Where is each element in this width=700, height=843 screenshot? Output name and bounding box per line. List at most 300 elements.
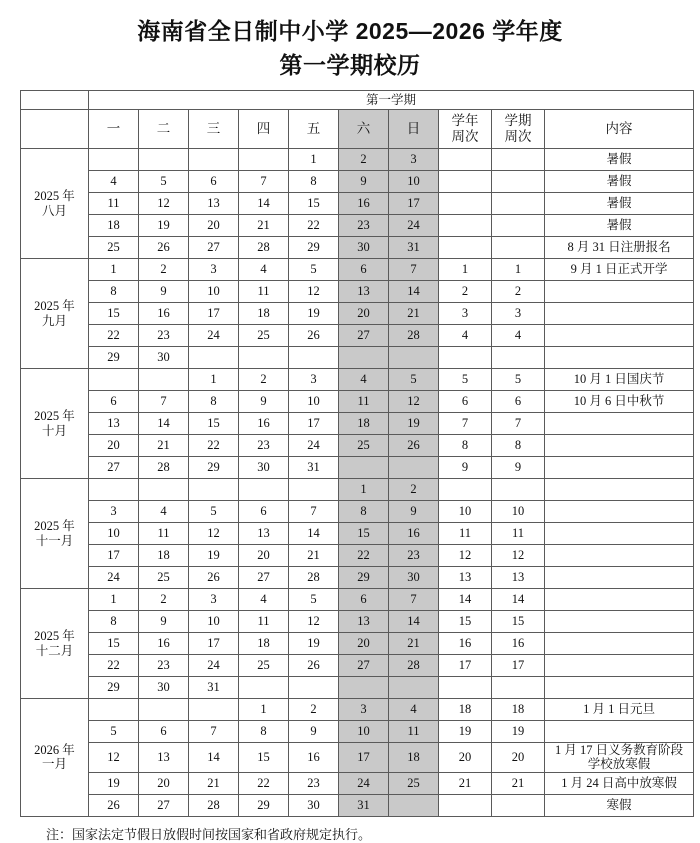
- content-cell: [545, 435, 694, 457]
- content-cell: [545, 193, 694, 215]
- week-of-year-cell: [439, 677, 492, 699]
- day-cell: 23: [139, 325, 189, 347]
- week-of-year-cell: [439, 215, 492, 237]
- day-cell: 21: [139, 435, 189, 457]
- day-cell: [389, 347, 439, 369]
- month-label-year: 2025 年: [34, 189, 75, 204]
- calendar-week-row: [21, 501, 694, 523]
- content-line: 1 月 1 日元旦: [583, 702, 655, 717]
- week-of-term-cell: 20: [492, 743, 545, 773]
- month-label-month: 九月: [41, 313, 67, 328]
- dow-header-thu: 四: [239, 110, 289, 149]
- month-column-header: [21, 110, 89, 149]
- week-of-term-cell: [492, 479, 545, 501]
- content-cell: [545, 567, 694, 589]
- calendar-week-row: [21, 281, 694, 303]
- week-of-year-cell: 3: [439, 303, 492, 325]
- day-cell: 31: [289, 457, 339, 479]
- day-of-week-header-row: [21, 110, 694, 149]
- calendar-week-row: [21, 794, 694, 816]
- content-line: 8 月 31 日注册报名: [567, 240, 671, 255]
- calendar-week-row: [21, 193, 694, 215]
- week-of-term-cell: 13: [492, 567, 545, 589]
- content-cell: [545, 655, 694, 677]
- day-cell: 1: [89, 259, 139, 281]
- day-cell: 18: [239, 633, 289, 655]
- day-cell: [389, 457, 439, 479]
- day-cell: 16: [139, 633, 189, 655]
- day-cell: 20: [89, 435, 139, 457]
- day-cell: [189, 347, 239, 369]
- month-label-month: 十二月: [35, 643, 74, 658]
- calendar-week-row: [21, 611, 694, 633]
- week-of-term-cell: [492, 347, 545, 369]
- content-cell: [545, 523, 694, 545]
- day-cell: 3: [389, 149, 439, 171]
- content-cell: [545, 303, 694, 325]
- day-cell: 27: [89, 457, 139, 479]
- content-cell: [545, 369, 694, 391]
- day-cell: 9: [239, 391, 289, 413]
- week-of-term-cell: 5: [492, 369, 545, 391]
- day-cell: 18: [339, 413, 389, 435]
- day-cell: 4: [139, 501, 189, 523]
- day-cell: 22: [239, 772, 289, 794]
- week-of-term-cell: 9: [492, 457, 545, 479]
- day-cell: 11: [339, 391, 389, 413]
- day-cell: 13: [339, 611, 389, 633]
- day-cell: 8: [339, 501, 389, 523]
- day-cell: 26: [389, 435, 439, 457]
- content-line: 暑假: [606, 174, 632, 189]
- day-cell: [289, 479, 339, 501]
- day-cell: 18: [89, 215, 139, 237]
- day-cell: 28: [139, 457, 189, 479]
- day-cell: 15: [289, 193, 339, 215]
- week-of-term-cell: 16: [492, 633, 545, 655]
- week-of-year-cell: 6: [439, 391, 492, 413]
- dow-header-sun: 日: [389, 110, 439, 149]
- week-of-term-cell: [492, 149, 545, 171]
- day-cell: [389, 677, 439, 699]
- table-header: [21, 91, 694, 149]
- day-cell: 6: [89, 391, 139, 413]
- day-cell: 8: [189, 391, 239, 413]
- day-cell: 17: [189, 633, 239, 655]
- day-cell: 20: [189, 215, 239, 237]
- day-cell: 24: [289, 435, 339, 457]
- day-cell: 28: [239, 237, 289, 259]
- day-cell: 24: [189, 655, 239, 677]
- content-cell: [545, 171, 694, 193]
- content-cell: [545, 794, 694, 816]
- week-of-year-header-line2: 周次: [451, 129, 479, 144]
- day-cell: 30: [239, 457, 289, 479]
- content-line: 暑假: [606, 152, 632, 167]
- calendar-week-row: [21, 479, 694, 501]
- day-cell: 20: [139, 772, 189, 794]
- week-of-term-cell: [492, 193, 545, 215]
- day-cell: 14: [239, 193, 289, 215]
- dow-header-wed: 三: [189, 110, 239, 149]
- day-cell: 14: [289, 523, 339, 545]
- week-of-year-cell: 21: [439, 772, 492, 794]
- day-cell: 17: [289, 413, 339, 435]
- day-cell: 29: [339, 567, 389, 589]
- day-cell: 4: [89, 171, 139, 193]
- month-label-cell: [21, 259, 89, 369]
- day-cell: 24: [89, 567, 139, 589]
- calendar-week-row: [21, 772, 694, 794]
- day-cell: 31: [389, 237, 439, 259]
- day-cell: 28: [389, 655, 439, 677]
- day-cell: 26: [289, 325, 339, 347]
- week-of-term-cell: 7: [492, 413, 545, 435]
- day-cell: 19: [289, 633, 339, 655]
- week-of-year-cell: 15: [439, 611, 492, 633]
- day-cell: 23: [139, 655, 189, 677]
- day-cell: 6: [139, 721, 189, 743]
- day-cell: 10: [189, 281, 239, 303]
- day-cell: 4: [339, 369, 389, 391]
- dow-header-fri: 五: [289, 110, 339, 149]
- day-cell: 1: [339, 479, 389, 501]
- day-cell: 3: [89, 501, 139, 523]
- day-cell: 18: [139, 545, 189, 567]
- day-cell: 10: [339, 721, 389, 743]
- day-cell: [289, 677, 339, 699]
- calendar-week-row: [21, 149, 694, 171]
- day-cell: 13: [89, 413, 139, 435]
- week-of-year-cell: 1: [439, 259, 492, 281]
- day-cell: 26: [139, 237, 189, 259]
- calendar-week-row: [21, 457, 694, 479]
- month-label-cell: [21, 479, 89, 589]
- day-cell: 8: [89, 611, 139, 633]
- day-cell: 13: [189, 193, 239, 215]
- day-cell: 5: [289, 589, 339, 611]
- dow-header-mon: 一: [89, 110, 139, 149]
- week-of-term-cell: [492, 794, 545, 816]
- calendar-week-row: [21, 413, 694, 435]
- day-cell: 3: [189, 589, 239, 611]
- day-cell: 21: [389, 303, 439, 325]
- calendar-week-row: [21, 369, 694, 391]
- week-of-year-cell: 2: [439, 281, 492, 303]
- day-cell: 29: [239, 794, 289, 816]
- day-cell: 2: [239, 369, 289, 391]
- day-cell: 10: [289, 391, 339, 413]
- content-cell: [545, 633, 694, 655]
- day-cell: 2: [139, 259, 189, 281]
- content-cell: [545, 215, 694, 237]
- content-cell: [545, 699, 694, 721]
- day-cell: 24: [389, 215, 439, 237]
- day-cell: 16: [139, 303, 189, 325]
- day-cell: [239, 479, 289, 501]
- content-line: 10 月 6 日中秋节: [573, 394, 665, 409]
- calendar-week-row: [21, 721, 694, 743]
- day-cell: 19: [389, 413, 439, 435]
- day-cell: 4: [239, 589, 289, 611]
- day-cell: 1: [189, 369, 239, 391]
- content-cell: [545, 457, 694, 479]
- content-cell: [545, 501, 694, 523]
- day-cell: 20: [339, 633, 389, 655]
- school-calendar-table: [20, 90, 694, 817]
- week-of-year-cell: 17: [439, 655, 492, 677]
- day-cell: 5: [389, 369, 439, 391]
- term-header-spacer: [21, 91, 89, 110]
- content-cell: [545, 391, 694, 413]
- day-cell: 4: [389, 699, 439, 721]
- calendar-week-row: [21, 347, 694, 369]
- week-of-term-cell: 15: [492, 611, 545, 633]
- day-cell: 11: [139, 523, 189, 545]
- day-cell: 15: [239, 743, 289, 773]
- day-cell: 29: [289, 237, 339, 259]
- day-cell: 29: [89, 347, 139, 369]
- day-cell: 7: [289, 501, 339, 523]
- day-cell: 27: [189, 237, 239, 259]
- day-cell: 30: [289, 794, 339, 816]
- calendar-week-row: [21, 523, 694, 545]
- month-label-month: 十月: [41, 423, 67, 438]
- week-of-year-cell: 19: [439, 721, 492, 743]
- day-cell: 7: [139, 391, 189, 413]
- week-of-term-cell: [492, 237, 545, 259]
- week-of-year-cell: [439, 149, 492, 171]
- day-cell: 31: [339, 794, 389, 816]
- day-cell: [89, 479, 139, 501]
- week-of-year-cell: [439, 193, 492, 215]
- dow-header-sat: 六: [339, 110, 389, 149]
- day-cell: 7: [189, 721, 239, 743]
- day-cell: 12: [89, 743, 139, 773]
- month-label-cell: [21, 589, 89, 699]
- content-cell: [545, 413, 694, 435]
- day-cell: 26: [289, 655, 339, 677]
- content-cell: [545, 772, 694, 794]
- day-cell: 17: [389, 193, 439, 215]
- content-line: 1 月 24 日高中放寒假: [561, 776, 677, 791]
- day-cell: 30: [139, 677, 189, 699]
- day-cell: 29: [89, 677, 139, 699]
- month-label-month: 一月: [41, 757, 67, 772]
- week-of-year-header-line1: 学年: [451, 113, 479, 129]
- day-cell: 1: [239, 699, 289, 721]
- day-cell: [239, 149, 289, 171]
- day-cell: 28: [289, 567, 339, 589]
- week-of-year-cell: 10: [439, 501, 492, 523]
- calendar-week-row: [21, 589, 694, 611]
- day-cell: 2: [339, 149, 389, 171]
- term-header-label: 第一学期: [89, 91, 694, 110]
- week-of-year-cell: 20: [439, 743, 492, 773]
- day-cell: [189, 699, 239, 721]
- day-cell: 27: [339, 655, 389, 677]
- month-label-year: 2025 年: [34, 629, 75, 644]
- month-label-month: 八月: [41, 203, 67, 218]
- day-cell: 20: [339, 303, 389, 325]
- day-cell: 14: [389, 611, 439, 633]
- day-cell: [139, 369, 189, 391]
- page-title: [0, 0, 700, 82]
- day-cell: 8: [289, 171, 339, 193]
- calendar-week-row: [21, 259, 694, 281]
- week-of-year-cell: 12: [439, 545, 492, 567]
- day-cell: 1: [89, 589, 139, 611]
- week-of-term-cell: 10: [492, 501, 545, 523]
- day-cell: [89, 149, 139, 171]
- month-label-cell: [21, 369, 89, 479]
- content-cell: [545, 237, 694, 259]
- week-of-year-cell: 16: [439, 633, 492, 655]
- day-cell: 19: [289, 303, 339, 325]
- day-cell: 22: [289, 215, 339, 237]
- day-cell: 3: [289, 369, 339, 391]
- week-of-year-cell: [439, 347, 492, 369]
- week-of-year-cell: 4: [439, 325, 492, 347]
- content-cell: [545, 611, 694, 633]
- day-cell: 22: [339, 545, 389, 567]
- day-cell: [339, 677, 389, 699]
- day-cell: 25: [89, 237, 139, 259]
- day-cell: [189, 149, 239, 171]
- day-cell: 7: [389, 589, 439, 611]
- week-of-term-cell: 21: [492, 772, 545, 794]
- week-of-term-cell: 8: [492, 435, 545, 457]
- week-of-term-cell: 18: [492, 699, 545, 721]
- day-cell: 6: [339, 259, 389, 281]
- day-cell: 3: [339, 699, 389, 721]
- day-cell: 25: [139, 567, 189, 589]
- day-cell: 12: [289, 611, 339, 633]
- month-label-year: 2026 年: [34, 743, 75, 757]
- calendar-week-row: [21, 677, 694, 699]
- day-cell: 16: [289, 743, 339, 773]
- day-cell: 9: [389, 501, 439, 523]
- footnote: 注：国家法定节假日放假时间按国家和省政府规定执行。: [46, 826, 372, 842]
- week-of-year-cell: 8: [439, 435, 492, 457]
- day-cell: 18: [389, 743, 439, 773]
- day-cell: [339, 347, 389, 369]
- day-cell: 9: [339, 171, 389, 193]
- month-label-year: 2025 年: [34, 519, 75, 534]
- day-cell: 24: [339, 772, 389, 794]
- day-cell: 26: [189, 567, 239, 589]
- day-cell: 17: [339, 743, 389, 773]
- day-cell: 12: [189, 523, 239, 545]
- week-of-year-cell: [439, 479, 492, 501]
- day-cell: 5: [139, 171, 189, 193]
- day-cell: 13: [239, 523, 289, 545]
- day-cell: 15: [89, 633, 139, 655]
- day-cell: 12: [289, 281, 339, 303]
- month-label-year: 2025 年: [34, 299, 75, 314]
- day-cell: 15: [339, 523, 389, 545]
- day-cell: 5: [89, 721, 139, 743]
- day-cell: 16: [339, 193, 389, 215]
- day-cell: 14: [189, 743, 239, 773]
- content-cell: [545, 149, 694, 171]
- day-cell: 10: [389, 171, 439, 193]
- day-cell: 7: [239, 171, 289, 193]
- week-of-term-header-line2: 周次: [504, 129, 532, 144]
- day-cell: 3: [189, 259, 239, 281]
- day-cell: 8: [239, 721, 289, 743]
- week-of-term-cell: 17: [492, 655, 545, 677]
- month-label-month: 十一月: [35, 533, 74, 548]
- day-cell: 12: [139, 193, 189, 215]
- day-cell: 15: [89, 303, 139, 325]
- day-cell: 29: [189, 457, 239, 479]
- day-cell: 1: [289, 149, 339, 171]
- day-cell: [289, 347, 339, 369]
- calendar-week-row: [21, 567, 694, 589]
- calendar-week-row: [21, 325, 694, 347]
- calendar-week-row: [21, 391, 694, 413]
- content-cell: [545, 589, 694, 611]
- day-cell: [139, 149, 189, 171]
- day-cell: 23: [389, 545, 439, 567]
- day-cell: 23: [339, 215, 389, 237]
- content-line: 1 月 17 日义务教育阶段: [554, 743, 684, 757]
- day-cell: [89, 369, 139, 391]
- day-cell: 11: [389, 721, 439, 743]
- day-cell: 2: [139, 589, 189, 611]
- title-line-1: 海南省全日制中小学 2025—2026 学年度: [137, 18, 563, 44]
- day-cell: 7: [389, 259, 439, 281]
- week-of-term-cell: 1: [492, 259, 545, 281]
- week-of-year-cell: 11: [439, 523, 492, 545]
- day-cell: 17: [89, 545, 139, 567]
- week-of-year-cell: 9: [439, 457, 492, 479]
- content-line: 10 月 1 日国庆节: [573, 372, 665, 387]
- week-of-term-cell: 3: [492, 303, 545, 325]
- day-cell: [389, 794, 439, 816]
- day-cell: 19: [89, 772, 139, 794]
- day-cell: 14: [139, 413, 189, 435]
- day-cell: [139, 699, 189, 721]
- day-cell: 21: [389, 633, 439, 655]
- day-cell: 16: [389, 523, 439, 545]
- day-cell: 9: [139, 611, 189, 633]
- content-cell: [545, 545, 694, 567]
- day-cell: 30: [389, 567, 439, 589]
- week-of-term-cell: 6: [492, 391, 545, 413]
- day-cell: 9: [289, 721, 339, 743]
- week-of-term-cell: 2: [492, 281, 545, 303]
- day-cell: 11: [239, 611, 289, 633]
- day-cell: 28: [389, 325, 439, 347]
- day-cell: 21: [239, 215, 289, 237]
- month-label-year: 2025 年: [34, 409, 75, 424]
- day-cell: 27: [139, 794, 189, 816]
- week-of-year-cell: 7: [439, 413, 492, 435]
- month-label-cell: [21, 699, 89, 817]
- content-cell: [545, 479, 694, 501]
- calendar-week-row: [21, 171, 694, 193]
- day-cell: 20: [239, 545, 289, 567]
- content-line: 9 月 1 日正式开学: [570, 262, 668, 277]
- day-cell: [239, 677, 289, 699]
- week-of-term-cell: 11: [492, 523, 545, 545]
- day-cell: 13: [139, 743, 189, 773]
- day-cell: 11: [89, 193, 139, 215]
- week-of-year-cell: 5: [439, 369, 492, 391]
- day-cell: 4: [239, 259, 289, 281]
